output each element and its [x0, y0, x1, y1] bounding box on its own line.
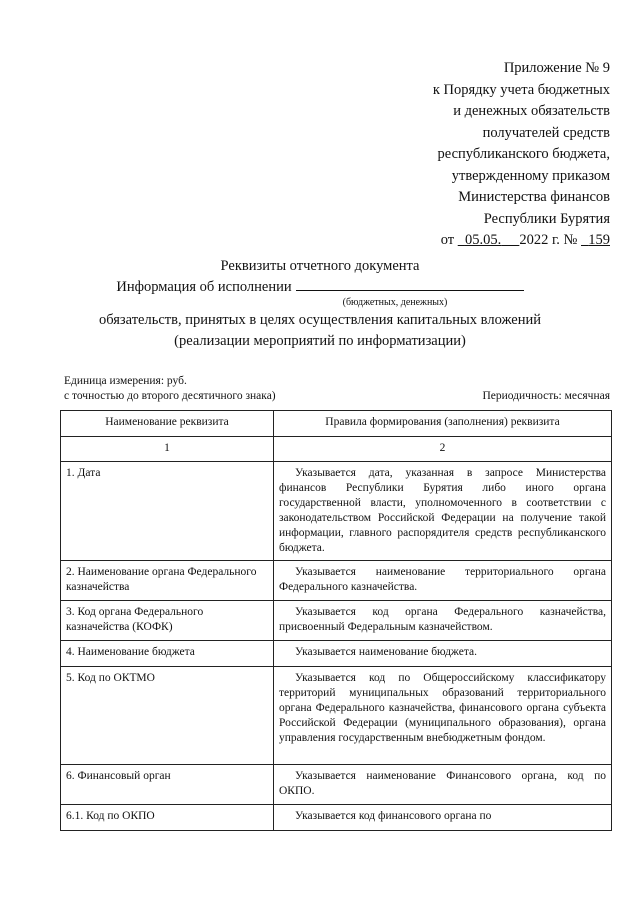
requisite-name: 3. Код органа Федерального казначейства (КОФК) [61, 601, 274, 641]
requisites-table [60, 410, 612, 831]
unit-label: Единица измерения: руб. [64, 375, 187, 387]
requisite-name: 1. Дата [61, 462, 274, 561]
approval-line: и денежных обязательств [453, 103, 610, 119]
table-row [61, 462, 612, 561]
requisite-name: 2. Наименование органа Федерального казначейства [61, 561, 274, 601]
approval-line: республиканского бюджета, [437, 146, 610, 162]
table-row [61, 765, 612, 805]
requisite-name: 6. Финансовый орган [61, 765, 274, 805]
order-number: 159 [588, 232, 610, 248]
precision-label: с точностью до второго десятичного знака) [64, 390, 276, 402]
approval-block [310, 58, 610, 252]
title-line-4: (реализации мероприятий по информатизации) [174, 333, 466, 349]
column-number: 2 [274, 437, 612, 462]
requisite-rule: Указывается наименование бюджета. [274, 641, 612, 667]
title-hint: (бюджетных, денежных) [342, 297, 448, 308]
header-rule: Правила формирования (заполнения) реквизита [274, 411, 612, 437]
approval-line: к Порядку учета бюджетных [432, 81, 610, 98]
requisite-rule: Указывается наименование территориального органа Федерального казначейства. [274, 561, 612, 601]
approval-line: Республики Бурятия [483, 210, 610, 227]
approval-line: Приложение № 9 [503, 60, 610, 76]
table-row [61, 601, 612, 641]
approval-date-line [310, 230, 610, 252]
table-row [61, 805, 612, 831]
requisite-name: 5. Код по ОКТМО [61, 667, 274, 765]
meta-block [64, 374, 610, 404]
blank-field [296, 276, 524, 291]
requisite-rule: Указывается код финансового органа по [274, 805, 612, 831]
title-line-2: Информация об исполнении [0, 276, 640, 297]
date-value: 05.05. [464, 232, 502, 248]
title-line-3: обязательств, принятых в целях осуществления капитальных вложений [98, 312, 541, 328]
header-name: Наименование реквизита [61, 411, 274, 437]
table-row [61, 641, 612, 667]
table-header-row [61, 411, 612, 437]
requisite-name: 6.1. Код по ОКПО [61, 805, 274, 831]
requisite-rule: Указывается код по Общероссийскому классификатору территорий муниципальных образований территориального органа Федерального казначейства, финансового органа субъекта Российской Федерации (муниципального образования), органа управления государственным внебюджетным фондом. [274, 667, 612, 765]
year-text: 2022 г. № [519, 232, 578, 248]
approval-line: утвержденному приказом [451, 167, 610, 184]
approval-line: Министерства финансов [458, 189, 610, 205]
requisite-rule: Указывается наименование Финансового органа, код по ОКПО. [274, 765, 612, 805]
table-number-row [61, 437, 612, 462]
date-prefix: от [440, 232, 455, 248]
table-row [61, 561, 612, 601]
document-title [0, 256, 640, 351]
table-row [61, 667, 612, 765]
column-number: 1 [61, 437, 274, 462]
requisite-rule: Указывается дата, указанная в запросе Министерства финансов Республики Бурятия либо иного органа государственной власти, уполномоченного в соответствии с законодательством Российской Федерации на получение такой информации, главного распорядителя средств республиканского бюджета. [274, 462, 612, 561]
approval-line: получателей средств [482, 124, 610, 141]
periodicity-label: Периодичность: месячная [482, 390, 610, 402]
requisite-name: 4. Наименование бюджета [61, 641, 274, 667]
requisite-rule: Указывается код органа Федерального казначейства, присвоенный Федеральным казначейством. [274, 601, 612, 641]
title-line-1: Реквизиты отчетного документа [220, 258, 420, 274]
